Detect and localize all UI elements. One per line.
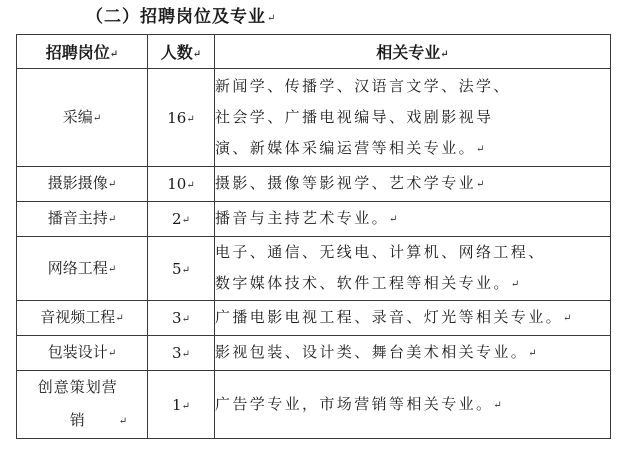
count-value: 2 <box>172 210 182 228</box>
majors-line <box>215 237 610 268</box>
majors-line <box>215 168 610 200</box>
majors-line <box>215 302 610 334</box>
majors-text: 影视包装、设计类、舞台美术相关专业。 <box>215 343 529 361</box>
majors-line <box>215 268 610 300</box>
majors-cell <box>215 167 611 202</box>
paragraph-mark-icon: ↵ <box>107 214 117 225</box>
count-value: 16 <box>167 108 187 127</box>
majors-text: 演、新媒体采编运营等相关专业。 <box>215 138 477 157</box>
section-title <box>86 4 276 30</box>
majors-line <box>215 389 610 421</box>
position-name: 摄影摄像 <box>47 174 108 192</box>
table-row <box>17 237 611 301</box>
paragraph-mark-icon: ↵ <box>107 179 117 190</box>
table-row <box>17 371 611 439</box>
count-cell <box>148 69 215 167</box>
position-cell <box>17 69 148 167</box>
majors-line <box>215 337 610 369</box>
paragraph-mark-icon: ↵ <box>118 416 128 427</box>
paragraph-mark-icon: ↵ <box>186 180 195 191</box>
paragraph-mark-icon: ↵ <box>192 49 202 60</box>
majors-cell <box>215 371 611 439</box>
table-row <box>17 167 611 202</box>
majors-text: 数字媒体技术、软件工程等相关专业。 <box>215 274 511 292</box>
table-row <box>17 202 611 237</box>
table-row <box>17 301 611 336</box>
count-value: 1 <box>172 395 182 414</box>
majors-text: 电子、通信、无线电、计算机、网络工程、 <box>215 243 546 261</box>
recruitment-table <box>16 34 611 439</box>
table-header-row <box>17 35 611 69</box>
count-value: 3 <box>172 344 182 362</box>
position-cell <box>17 202 148 237</box>
position-name: 网络工程 <box>47 258 108 277</box>
count-cell <box>148 301 215 336</box>
count-cell <box>148 167 215 202</box>
paragraph-mark-icon: ↵ <box>528 348 537 359</box>
paragraph-mark-icon: ↵ <box>267 13 277 24</box>
count-value: 10 <box>167 175 187 193</box>
paragraph-mark-icon: ↵ <box>389 214 398 225</box>
paragraph-mark-icon: ↵ <box>181 215 190 226</box>
header-count: 人数↵ <box>148 35 215 69</box>
paragraph-mark-icon: ↵ <box>107 348 117 359</box>
paragraph-mark-icon: ↵ <box>563 313 572 324</box>
count-value: 5 <box>172 259 182 278</box>
position-name: 采编 <box>62 107 93 126</box>
paragraph-mark-icon: ↵ <box>493 399 502 411</box>
section-title-text: （二）招聘岗位及专业 <box>86 7 266 27</box>
paragraph-mark-icon: ↵ <box>92 112 102 124</box>
paragraph-mark-icon: ↵ <box>181 314 190 325</box>
paragraph-mark-icon: ↵ <box>109 49 119 60</box>
paragraph-mark-icon: ↵ <box>115 313 124 324</box>
position-cell <box>17 336 148 371</box>
paragraph-mark-icon: ↵ <box>181 349 190 360</box>
header-majors: 相关专业↵ <box>215 35 611 69</box>
position-cell <box>17 301 148 336</box>
majors-text: 广告学专业，市场营销等相关专业。 <box>215 394 494 413</box>
count-value: 3 <box>172 309 182 327</box>
majors-text: 新闻学、传播学、汉语言文学、法学、 <box>215 76 511 95</box>
position-cell <box>17 371 148 439</box>
position-cell <box>17 167 148 202</box>
majors-text: 播音与主持艺术专业。 <box>215 209 390 227</box>
count-cell <box>148 336 215 371</box>
majors-cell <box>215 202 611 237</box>
paragraph-mark-icon: ↵ <box>476 179 485 190</box>
count-cell <box>148 202 215 237</box>
paragraph-mark-icon: ↵ <box>510 279 520 290</box>
header-position: 招聘岗位↵ <box>17 35 148 69</box>
majors-line <box>215 102 610 133</box>
position-name: 创意策划营销 <box>37 378 118 429</box>
count-cell <box>148 237 215 301</box>
majors-cell <box>215 237 611 301</box>
position-cell <box>17 237 148 301</box>
majors-line <box>215 133 610 165</box>
position-name: 音视频工程 <box>40 308 116 326</box>
majors-line <box>215 203 610 235</box>
position-name: 播音主持 <box>47 209 108 227</box>
table-row <box>17 69 611 167</box>
paragraph-mark-icon: ↵ <box>440 49 449 60</box>
majors-text: 社会学、广播电视编导、戏剧影视导 <box>215 107 494 126</box>
majors-text: 摄影、摄像等影视学、艺术学专业 <box>215 174 477 192</box>
majors-text: 广播电影电视工程、录音、灯光等相关专业。 <box>215 308 564 326</box>
count-cell <box>148 371 215 439</box>
majors-line <box>215 71 610 102</box>
table-row <box>17 336 611 371</box>
paragraph-mark-icon: ↵ <box>186 113 195 125</box>
paragraph-mark-icon: ↵ <box>181 400 190 412</box>
position-name: 包装设计 <box>47 343 108 361</box>
paragraph-mark-icon: ↵ <box>181 264 190 276</box>
majors-cell <box>215 301 611 336</box>
majors-cell <box>215 69 611 167</box>
paragraph-mark-icon: ↵ <box>107 263 117 275</box>
majors-cell <box>215 336 611 371</box>
paragraph-mark-icon: ↵ <box>476 143 485 155</box>
